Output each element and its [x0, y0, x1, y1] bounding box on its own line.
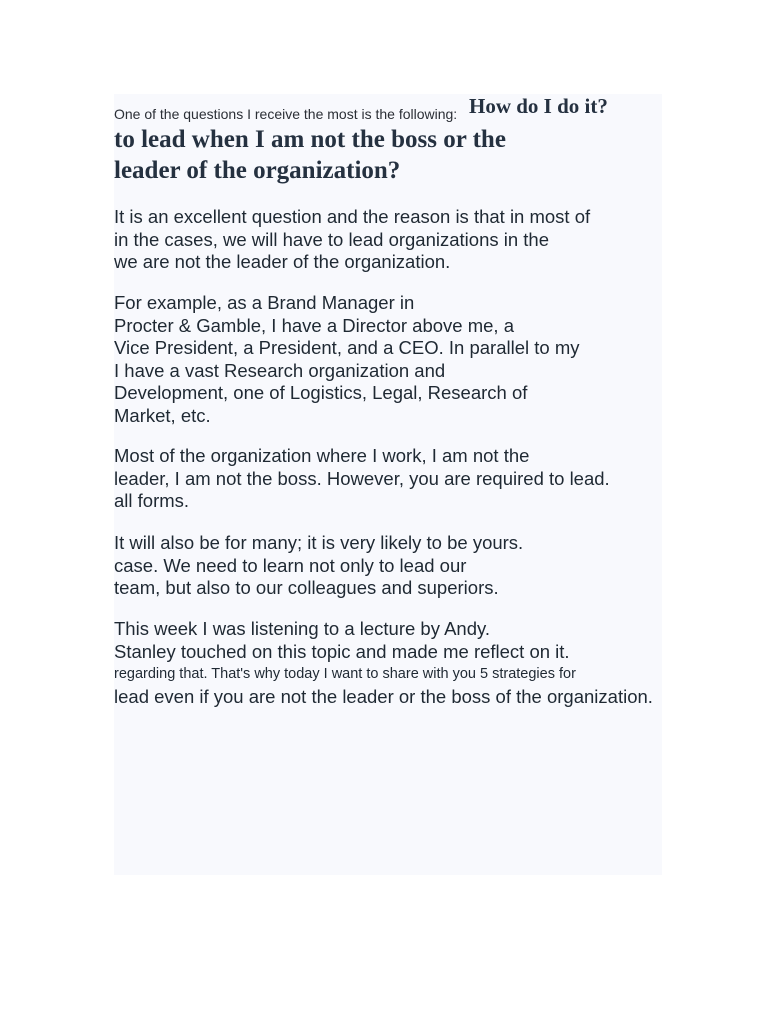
paragraph-4 [114, 532, 662, 600]
paragraph-line: all forms. [114, 490, 190, 512]
paragraph-line: It will also be for many; it is very likely to be yours. [114, 532, 524, 553]
paragraph-line: Most of the organization where I work, I am not the [114, 445, 530, 466]
paragraph-line: This week I was listening to a lecture by Andy. [114, 618, 491, 639]
title-line: to lead when I am not the boss or the [114, 126, 506, 153]
paragraph-5 [114, 618, 662, 708]
paragraph-line: I have a vast Research organization and [114, 359, 446, 381]
paragraph-line: Procter & Gamble, I have a Director above me, a [114, 314, 514, 336]
intro-text: One of the questions I receive the most is the following: [114, 106, 458, 122]
paragraph-line: team, but also to our colleagues and superiors. [114, 577, 499, 599]
how-do-i-do-it-heading: How do I do it? [469, 94, 608, 118]
paragraph-line: Stanley touched on this topic and made me reflect on it. [114, 640, 570, 662]
paragraph-line: Development, one of Logistics, Legal, Research of [114, 382, 528, 404]
paragraph-line: leader, I am not the boss. However, you are required to lead. [114, 467, 610, 489]
paragraph-line: case. We need to learn not only to lead our [114, 554, 467, 576]
paragraph-2 [114, 292, 662, 428]
paragraph-line: lead even if you are not the leader or the boss of the organization. [114, 685, 653, 707]
paragraph-3 [114, 445, 662, 513]
paragraph-line: we are not the leader of the organization. [114, 251, 451, 273]
main-title [114, 124, 654, 186]
paragraph-line: in the cases, we will have to lead organizations in the [114, 228, 550, 250]
paragraph-1 [114, 206, 662, 274]
paragraph-line: Market, etc. [114, 404, 211, 426]
paragraph-line: It is an excellent question and the reason is that in most of [114, 206, 591, 227]
paragraph-line: Vice President, a President, and a CEO. In parallel to my [114, 337, 580, 359]
paragraph-line: For example, as a Brand Manager in [114, 292, 415, 313]
paragraph-line: regarding that. That's why today I want to share with you 5 strategies for [114, 666, 576, 683]
title-line: leader of the organization? [114, 157, 401, 184]
